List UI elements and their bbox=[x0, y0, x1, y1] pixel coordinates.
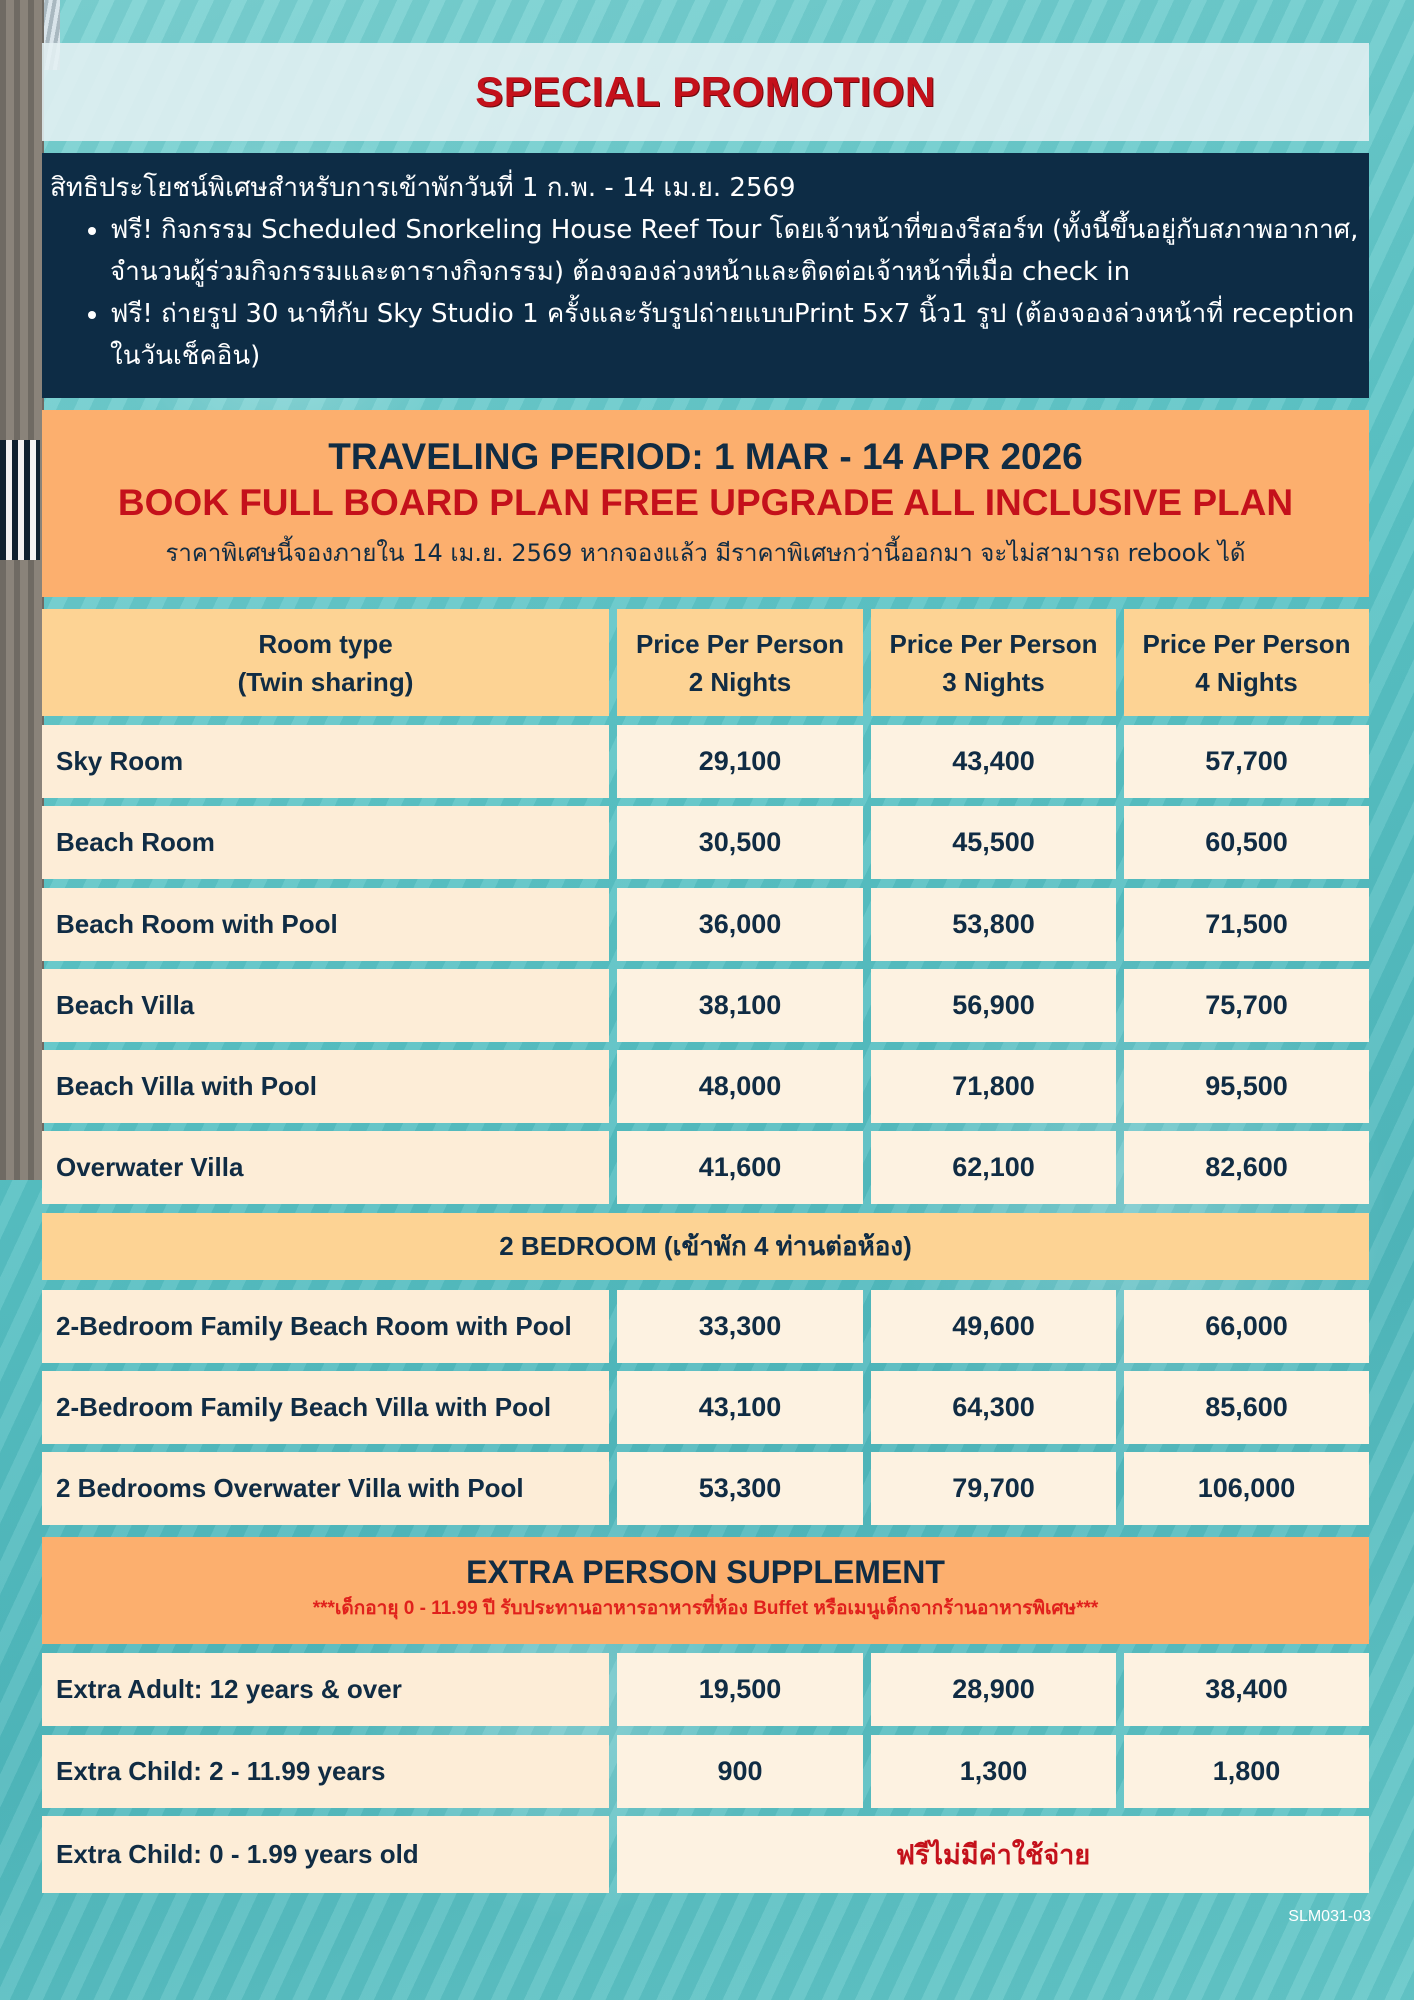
price-3-nights: 49,600 bbox=[871, 1290, 1116, 1363]
price-3-nights: 43,400 bbox=[871, 725, 1116, 798]
room-name: Beach Room with Pool bbox=[42, 888, 609, 961]
room-name: 2-Bedroom Family Beach Villa with Pool bbox=[42, 1371, 609, 1444]
room-name: 2-Bedroom Family Beach Room with Pool bbox=[42, 1290, 609, 1363]
extra-person-header bbox=[42, 1537, 1369, 1644]
header-3-nights-line1: Price Per Person bbox=[889, 628, 1098, 659]
price-4-nights: 57,700 bbox=[1124, 725, 1369, 798]
price-2-nights: 29,100 bbox=[617, 725, 863, 798]
price-4-nights: 82,600 bbox=[1124, 1131, 1369, 1204]
extra-price-4-nights: 1,800 bbox=[1124, 1735, 1369, 1808]
header-4-nights bbox=[1124, 609, 1369, 716]
extra-price-2-nights: 900 bbox=[617, 1735, 863, 1808]
room-name: Sky Room bbox=[42, 725, 609, 798]
upgrade-offer: BOOK FULL BOARD PLAN FREE UPGRADE ALL INCLUSIVE PLAN bbox=[117, 482, 1294, 523]
benefits-list bbox=[50, 209, 1359, 377]
price-3-nights: 53,800 bbox=[871, 888, 1116, 961]
price-4-nights: 60,500 bbox=[1124, 806, 1369, 879]
extra-row-name: Extra Child: 2 - 11.99 years bbox=[42, 1735, 609, 1808]
price-3-nights: 64,300 bbox=[871, 1371, 1116, 1444]
extra-person-title: EXTRA PERSON SUPPLEMENT bbox=[466, 1554, 945, 1590]
infant-free-label: ฟรีไม่มีค่าใช้จ่าย bbox=[617, 1816, 1369, 1893]
header-2-nights bbox=[617, 609, 863, 716]
benefits-intro: สิทธิประโยชน์พิเศษสำหรับการเข้าพักวันที่ 1 ก.พ. - 14 เม.ย. 2569 bbox=[50, 173, 796, 203]
extra-price-3-nights: 1,300 bbox=[871, 1735, 1116, 1808]
extra-row-name: Extra Child: 0 - 1.99 years old bbox=[42, 1816, 609, 1893]
benefits-panel bbox=[42, 153, 1369, 398]
benefit-item: • ฟรี! กิจกรรม Scheduled Snorkeling House Reef Tour โดยเจ้าหน้าที่ของรีสอร์ท (ทั้งนี้ขึ้นอยู่กับสภาพอากาศ, จำนวนผู้ร่วมกิจกรรมและตารางกิจกรรม) ต้องจองล่วงหน้าและติดต่อเจ้าหน้าที่เมื่อ check in bbox=[110, 209, 1359, 293]
room-name: Beach Room bbox=[42, 806, 609, 879]
header-2-nights-line2: 2 Nights bbox=[688, 666, 792, 697]
price-2-nights: 33,300 bbox=[617, 1290, 863, 1363]
benefit-item: • ฟรี! ถ่ายรูป 30 นาทีกับ Sky Studio 1 ครั้งและรับรูปถ่ายแบบPrint 5x7 นิ้ว1 รูป (ต้องจองล่วงหน้าที่ reception ในวันเช็คอิน) bbox=[110, 293, 1359, 377]
header-4-nights-line2: 4 Nights bbox=[1195, 666, 1298, 697]
room-name: Beach Villa with Pool bbox=[42, 1050, 609, 1123]
price-2-nights: 53,300 bbox=[617, 1452, 863, 1525]
striped-lounger-decoration bbox=[0, 440, 40, 560]
header-2-nights-line1: Price Per Person bbox=[635, 628, 845, 659]
price-4-nights: 71,500 bbox=[1124, 888, 1369, 961]
price-4-nights: 106,000 bbox=[1124, 1452, 1369, 1525]
price-2-nights: 38,100 bbox=[617, 969, 863, 1042]
price-3-nights: 79,700 bbox=[871, 1452, 1116, 1525]
room-name: Beach Villa bbox=[42, 969, 609, 1042]
header-room-type-line2: (Twin sharing) bbox=[237, 666, 414, 697]
extra-price-4-nights: 38,400 bbox=[1124, 1653, 1369, 1726]
price-3-nights: 56,900 bbox=[871, 969, 1116, 1042]
price-2-nights: 30,500 bbox=[617, 806, 863, 879]
extra-price-2-nights: 19,500 bbox=[617, 1653, 863, 1726]
price-3-nights: 62,100 bbox=[871, 1131, 1116, 1204]
extra-row-name: Extra Adult: 12 years & over bbox=[42, 1653, 609, 1726]
header-room-type-line1: Room type bbox=[258, 628, 393, 659]
room-name: Overwater Villa bbox=[42, 1131, 609, 1204]
price-4-nights: 85,600 bbox=[1124, 1371, 1369, 1444]
title-banner bbox=[42, 43, 1369, 141]
header-3-nights bbox=[871, 609, 1116, 716]
traveling-period: TRAVELING PERIOD: 1 MAR - 14 APR 2026 bbox=[328, 436, 1083, 477]
extra-person-note: ***เด็กอายุ 0 - 11.99 ปี รับประทานอาหารอาหารที่ห้อง Buffet หรือเมนูเด็กจากร้านอาหารพิเศษ*** bbox=[312, 1598, 1099, 1619]
document-code: SLM031-03 bbox=[1288, 1908, 1371, 1925]
header-room-type bbox=[42, 609, 609, 716]
extra-price-3-nights: 28,900 bbox=[871, 1653, 1116, 1726]
price-3-nights: 71,800 bbox=[871, 1050, 1116, 1123]
price-2-nights: 48,000 bbox=[617, 1050, 863, 1123]
price-2-nights: 36,000 bbox=[617, 888, 863, 961]
price-4-nights: 95,500 bbox=[1124, 1050, 1369, 1123]
price-3-nights: 45,500 bbox=[871, 806, 1116, 879]
room-name: 2 Bedrooms Overwater Villa with Pool bbox=[42, 1452, 609, 1525]
wooden-deck-decoration bbox=[0, 0, 44, 1180]
header-4-nights-line1: Price Per Person bbox=[1142, 628, 1351, 659]
two-bedroom-band: 2 BEDROOM (เข้าพัก 4 ท่านต่อห้อง) bbox=[42, 1213, 1369, 1280]
price-2-nights: 41,600 bbox=[617, 1131, 863, 1204]
price-4-nights: 66,000 bbox=[1124, 1290, 1369, 1363]
price-4-nights: 75,700 bbox=[1124, 969, 1369, 1042]
traveling-period-panel bbox=[42, 410, 1369, 597]
booking-condition: ราคาพิเศษนี้จองภายใน 14 เม.ย. 2569 หากจองแล้ว มีราคาพิเศษกว่านี้ออกมา จะไม่สามารถ rebook ได้ bbox=[165, 539, 1246, 567]
header-3-nights-line2: 3 Nights bbox=[942, 666, 1045, 697]
page-title: SPECIAL PROMOTION bbox=[475, 68, 936, 115]
price-2-nights: 43,100 bbox=[617, 1371, 863, 1444]
